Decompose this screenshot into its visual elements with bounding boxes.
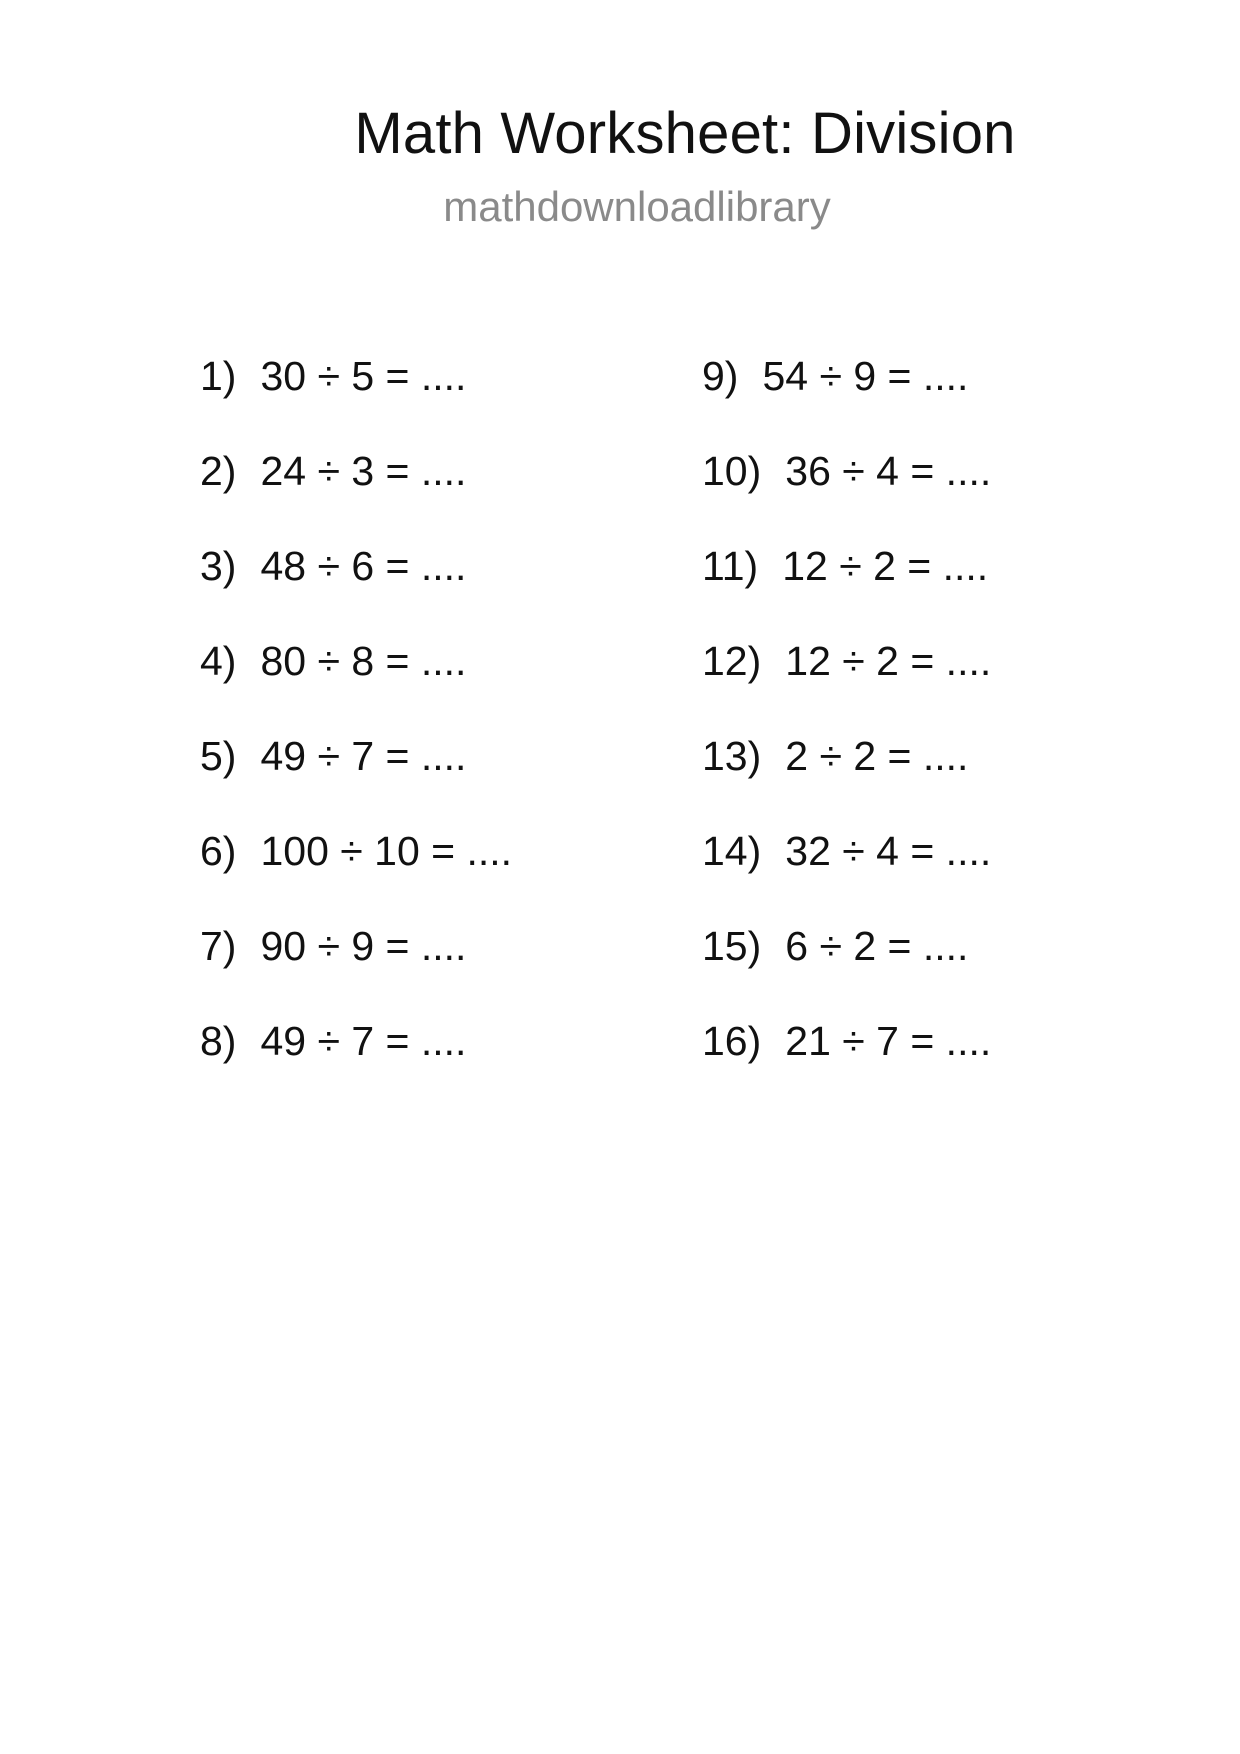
problem-number: 12) [702, 638, 762, 684]
problem-number: 7) [200, 923, 237, 969]
problem-number: 9) [702, 353, 739, 399]
problem-number: 5) [200, 733, 237, 779]
problem-expression: 100 ÷ 10 = .... [260, 828, 513, 874]
problem-item [200, 346, 640, 441]
problem-expression: 30 ÷ 5 = .... [260, 353, 467, 399]
problem-item [702, 441, 1142, 536]
problem-item [200, 631, 640, 726]
problem-item [702, 1011, 1142, 1106]
problem-number: 11) [702, 543, 759, 589]
problem-item [702, 346, 1142, 441]
problem-number: 8) [200, 1018, 237, 1064]
problem-list-right [702, 346, 1142, 1106]
problem-item [702, 916, 1142, 1011]
problem-item [200, 441, 640, 536]
problem-expression: 12 ÷ 2 = .... [782, 543, 989, 589]
problem-number: 3) [200, 543, 237, 589]
problem-expression: 32 ÷ 4 = .... [785, 828, 992, 874]
problem-item [702, 726, 1142, 821]
problem-list-left [200, 346, 640, 1106]
problem-expression: 36 ÷ 4 = .... [785, 448, 992, 494]
problem-expression: 48 ÷ 6 = .... [260, 543, 467, 589]
problem-number: 16) [702, 1018, 762, 1064]
problem-number: 10) [702, 448, 762, 494]
problem-number: 2) [200, 448, 237, 494]
problem-item [200, 821, 640, 916]
problem-item [200, 726, 640, 821]
problem-expression: 54 ÷ 9 = .... [762, 353, 969, 399]
problem-expression: 12 ÷ 2 = .... [785, 638, 992, 684]
problem-item [702, 821, 1142, 916]
problem-item [200, 916, 640, 1011]
problem-number: 1) [200, 353, 237, 399]
problem-number: 6) [200, 828, 237, 874]
problem-item [702, 536, 1142, 631]
problem-expression: 80 ÷ 8 = .... [260, 638, 467, 684]
problem-expression: 49 ÷ 7 = .... [260, 1018, 467, 1064]
problem-number: 4) [200, 638, 237, 684]
problem-expression: 2 ÷ 2 = .... [785, 733, 969, 779]
problem-expression: 49 ÷ 7 = .... [260, 733, 467, 779]
problem-number: 15) [702, 923, 762, 969]
problem-number: 13) [702, 733, 762, 779]
problem-item [200, 536, 640, 631]
problem-expression: 24 ÷ 3 = .... [260, 448, 467, 494]
worksheet-source: mathdownloadlibrary [443, 183, 831, 230]
problem-item [702, 631, 1142, 726]
problem-expression: 21 ÷ 7 = .... [785, 1018, 992, 1064]
problem-expression: 90 ÷ 9 = .... [260, 923, 467, 969]
problem-number: 14) [702, 828, 762, 874]
worksheet-title: Math Worksheet: Division [354, 101, 1016, 166]
problem-expression: 6 ÷ 2 = .... [785, 923, 969, 969]
problem-item [200, 1011, 640, 1106]
